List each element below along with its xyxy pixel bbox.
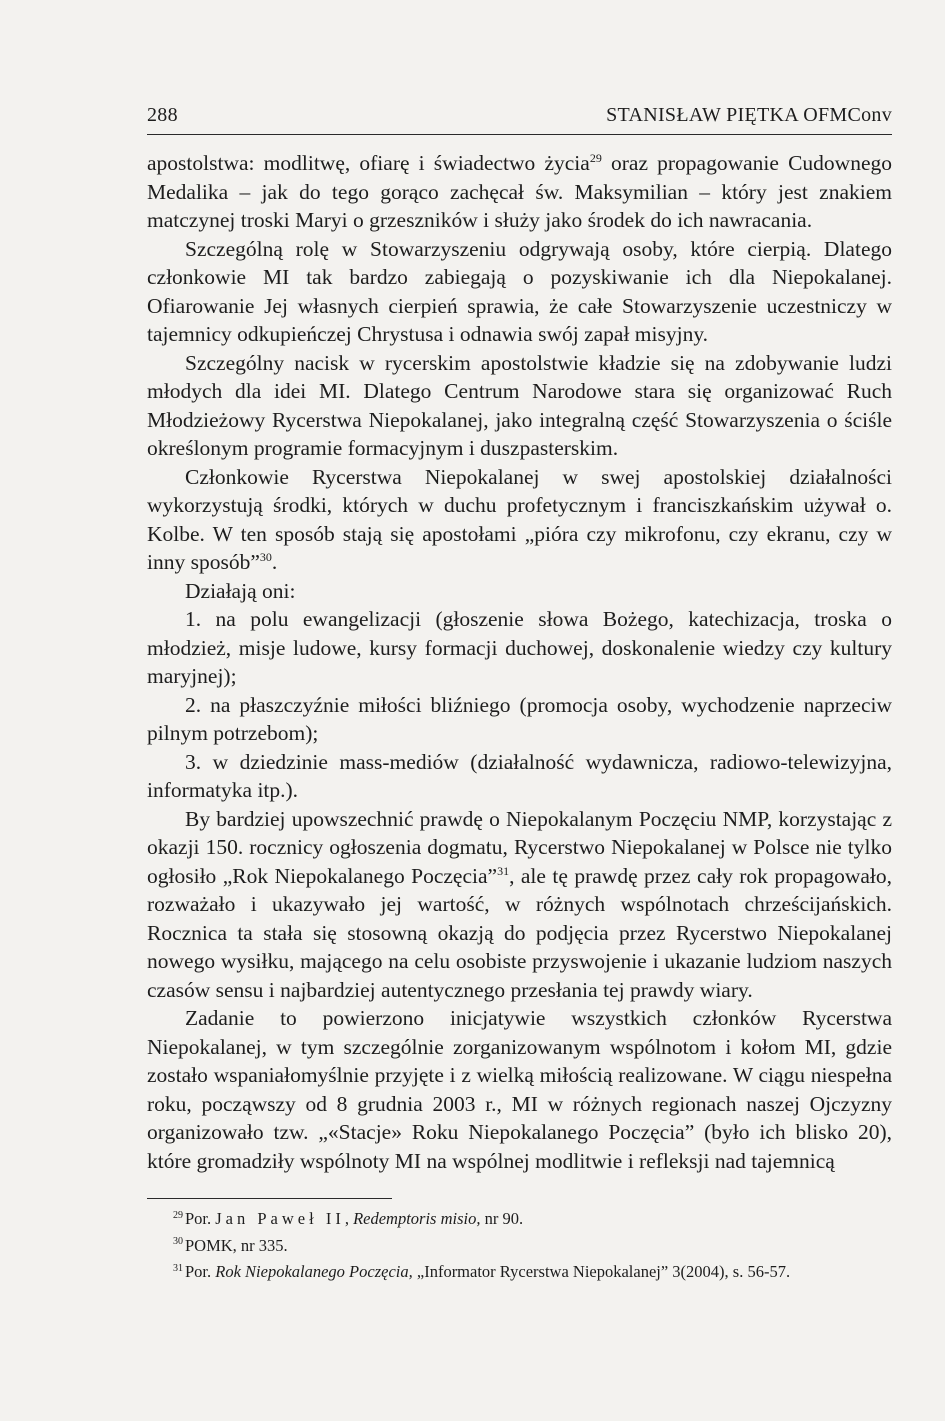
list-item: 1. na polu ewangelizacji (głoszenie słowa Bożego, katechizacja, troska o młodzież, misje ludowe, kursy formacji duchowej, doskonalenie wiedzy czy kultury maryjnej);	[147, 607, 892, 688]
paragraph-text: By bardziej upowszechnić prawdę o Niepokalanym Poczęciu NMP, korzystając z okazji 150. rocznicy ogłoszenia dogmatu, Rycerstwo Niepokalanej w Polsce nie tylko ogłosiło „Rok Niepokalanego Poczęcia”	[147, 806, 892, 888]
footnote-30	[173, 1233, 893, 1260]
paragraph-text: Członkowie Rycerstwa Niepokalanej w swej apostolskiej działalności wykorzystują środki, których w duchu profetycznym i franciszkańskim używał o. Kolbe. W ten sposób stają się apostołami „pióra czy mikrofonu, czy ekranu, czy w inny sposób”	[147, 464, 892, 574]
footnote-text: „Informator Rycerstwa Niepokalanej” 3(2004), s. 56-57.	[412, 1262, 791, 1281]
body-text	[147, 149, 892, 1175]
paragraph: Działają oni:	[185, 578, 296, 603]
paragraph	[147, 805, 892, 1005]
footnote-31	[173, 1259, 893, 1286]
footnote-rule	[147, 1198, 392, 1199]
footnote-author: Jan Paweł II	[215, 1209, 345, 1228]
running-title: STANISŁAW PIĘTKA OFMConv	[606, 104, 892, 126]
footnotes	[173, 1206, 893, 1286]
paragraph-text: , ale tę prawdę przez cały rok propagowało, rozważało i ukazywało jej wartość, w różnych wspólnotach chrześcijańskich. Rocznica ta stała się stosowną okazją do podjęcia przez Rycerstwo Niepokalanej nowego wysiłku, mającego na celu osobiste przyswojenie i ukazanie ludziom naszych czasów sensu i najbardziej autentycznego przesłania tej prawdy wiary.	[147, 863, 892, 1002]
header-rule	[147, 134, 892, 135]
paragraph	[147, 149, 892, 235]
footnote-number: 31	[173, 1262, 183, 1274]
list-item: 2. na płaszczyźnie miłości bliźniego (promocja osoby, wychodzenie naprzeciw pilnym potrzebom);	[147, 692, 892, 745]
paragraph-text: apostolstwa: modlitwę, ofiarę i świadectwo życia	[147, 151, 590, 175]
footnote-text: POMK, nr 335.	[185, 1235, 288, 1255]
paragraph	[147, 463, 892, 577]
footnote-text: nr 90.	[480, 1209, 524, 1228]
footnote-text: ,	[344, 1209, 354, 1228]
paragraph: Szczególną rolę w Stowarzyszeniu odgrywają osoby, które cierpią. Dlatego członkowie MI tak bardzo zabiegają o pozyskiwanie ich dla Niepokalanej. Ofiarowanie Jej własnych cierpień sprawia, że całe Stowarzyszenie uczestniczy w tajemnicy odkupieńczej Chrystusa i odnawia swój zapał misyjny.	[147, 236, 892, 346]
footnote-title: Rok Niepokalanego Poczęcia,	[215, 1262, 413, 1281]
footnote-title: Redemptoris misio,	[353, 1209, 481, 1228]
footnote-ref: 30	[259, 549, 272, 564]
paragraph-text: oraz propagowanie Cudownego Medalika – jak do tego gorąco zachęcał św. Maksymilian – który jest znakiem matczynej troski Maryi o grzeszników i służy jako środek do ich nawracania.	[147, 151, 892, 232]
page-number: 288	[147, 104, 178, 126]
footnote-number: 30	[173, 1236, 183, 1247]
footnote-ref: 29	[589, 150, 602, 165]
footnote-29	[173, 1206, 893, 1233]
paragraph-text: .	[271, 550, 278, 574]
footnote-text: Por.	[185, 1262, 216, 1281]
footnote-text: Por.	[185, 1209, 216, 1228]
list-item: 3. w dziedzinie mass-mediów (działalność wydawnicza, radiowo-telewizyjna, informatyka itp.).	[147, 749, 892, 802]
page-header	[147, 104, 892, 127]
footnote-ref: 31	[497, 863, 510, 878]
paragraph: Szczególny nacisk w rycerskim apostolstwie kładzie się na zdobywanie ludzi młodych dla idei MI. Dlatego Centrum Narodowe stara się organizować Ruch Młodzieżowy Rycerstwa Niepokalanej, jako integralną część Stowarzyszenia o ściśle określonym programie formacyjnym i duszpasterskim.	[147, 350, 892, 460]
paragraph: Zadanie to powierzono inicjatywie wszystkich członków Rycerstwa Niepokalanej, w tym szczególnie zorganizowanym wspólnotom i kołom MI, gdzie zostało wspaniałomyślnie przyjęte i z wielką miłością realizowane. W ciągu niespełna roku, począwszy od 8 grudnia 2003 r., MI w różnych regionach naszej Ojczyzny organizowało tzw. „«Stacje» Roku Niepokalanego Poczęcia” (było ich blisko 20), które gromadziły wspólnoty MI na wspólnej modlitwie i refleksji nad tajemnicą	[147, 1006, 892, 1173]
footnote-number: 29	[173, 1209, 183, 1221]
